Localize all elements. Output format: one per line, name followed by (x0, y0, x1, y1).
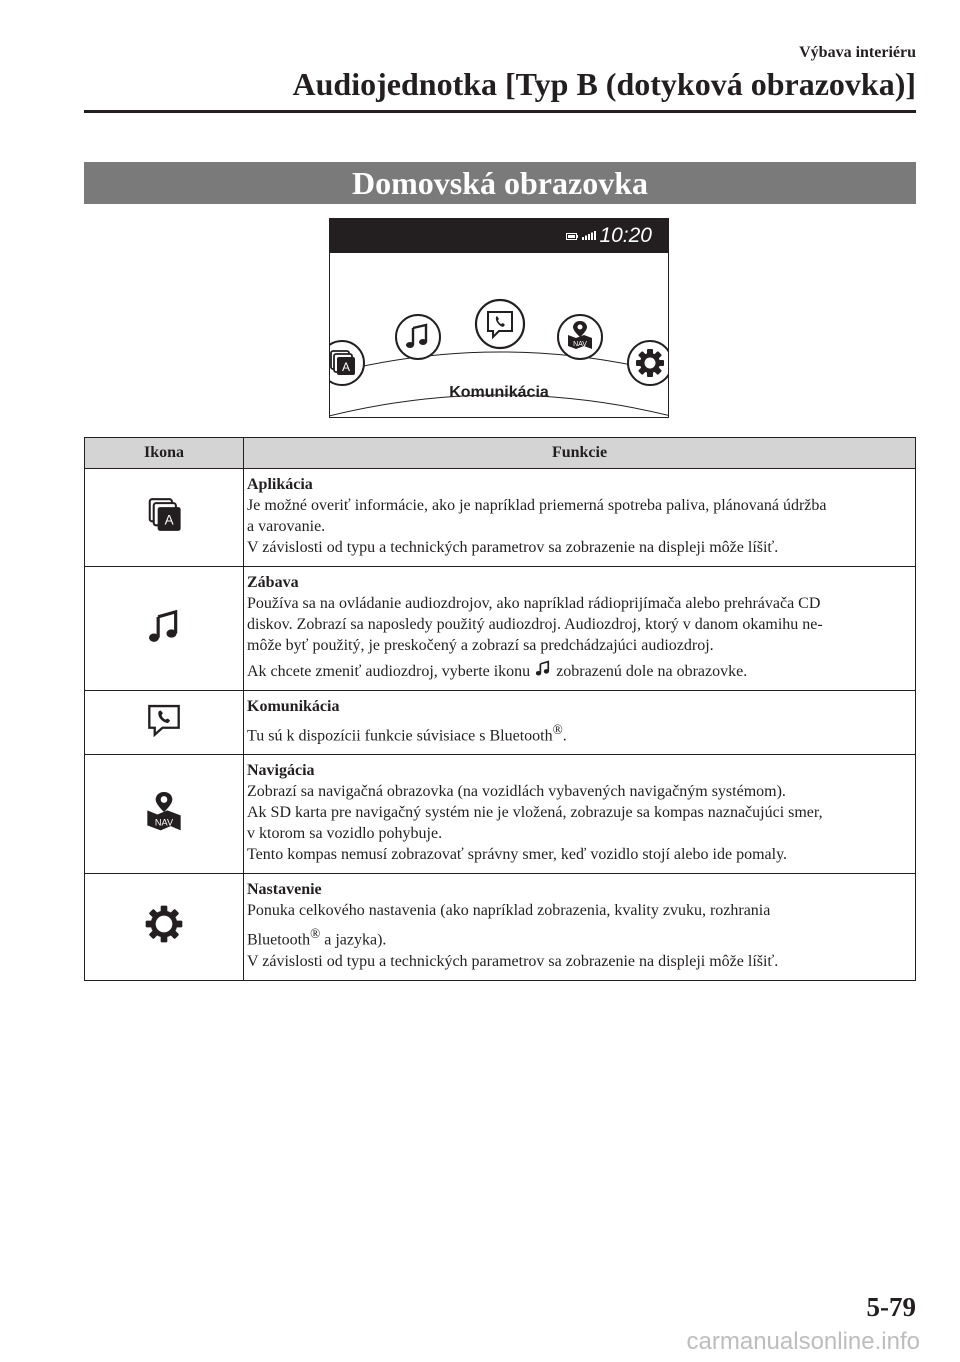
function-table (84, 437, 916, 981)
row-line: v ktorom sa vozidlo pohybuje. (247, 825, 443, 843)
function-cell (244, 567, 916, 691)
row-line: V závislosti od typu a technických parametrov sa zobrazenie na displeji môže líšiť. (247, 952, 779, 970)
section-banner: Domovská obrazovka (84, 162, 916, 204)
row-title: Aplikácia (247, 476, 313, 493)
row-line (247, 658, 911, 682)
row-line: Ponuka celkového nastavenia (ako napríklad zobrazenia, kvality zvuku, rozhrania (247, 902, 771, 920)
row-line-start: Tu sú k dispozícii funkcie súvisiace s Bluetooth (247, 727, 553, 745)
row-line-end: . (562, 727, 567, 745)
navigation-icon[interactable] (556, 313, 604, 361)
table-row (85, 691, 916, 755)
table-row (85, 567, 916, 691)
music-icon (534, 658, 552, 678)
table-row (85, 874, 916, 980)
apps-icon[interactable] (329, 339, 366, 387)
icon-cell (85, 755, 244, 874)
status-bar (330, 219, 668, 253)
row-line: Ak SD karta pre navigačný systém nie je vložená, zobrazuje sa kompas naznačujúci smer, (247, 804, 823, 822)
function-cell (244, 755, 916, 874)
row-line: a varovanie. (247, 518, 326, 535)
icon-cell (85, 691, 244, 755)
table-row (85, 469, 916, 567)
settings-icon (144, 904, 184, 944)
communication-icon (145, 703, 183, 737)
row-line: Zobrazí sa navigačná obrazovka (na vozidlách vybavených navigačným systémom). (247, 783, 786, 801)
row-line (247, 719, 911, 746)
row-line: V závislosti od typu a technických parametrov sa zobrazenie na displeji môže líšiť. (247, 539, 779, 556)
row-line-start: Ak chcete zmeniť audiozdroj, vyberte ikonu (247, 663, 531, 680)
icon-cell (85, 469, 244, 567)
selected-app-label: Komunikácia (449, 384, 549, 401)
settings-icon[interactable] (626, 339, 669, 387)
apps-icon (145, 496, 183, 534)
signal-icon (582, 230, 596, 240)
row-title: Navigácia (247, 762, 315, 780)
page-title: Audiojednotka [Typ B (dotyková obrazovka)] (292, 66, 916, 102)
registered-mark: ® (310, 926, 321, 942)
table-row (85, 755, 916, 874)
communication-icon[interactable] (474, 298, 526, 350)
row-line-end: a jazyka). (320, 931, 387, 949)
registered-mark: ® (552, 722, 563, 737)
row-title: Zábava (247, 574, 299, 591)
apps-badge: A (164, 512, 174, 528)
table-header-icon: Ikona (85, 438, 244, 469)
row-line-end: zobrazenú dole na obrazovke. (556, 663, 748, 680)
row-line: diskov. Zobrazí sa naposledy použitý audiozdroj. Audiozdroj, ktorý v danom okamihu ne- (247, 616, 823, 633)
music-icon (144, 606, 184, 646)
icon-cell (85, 567, 244, 691)
table-header-function: Funkcie (244, 438, 916, 469)
row-line: Používa sa na ovládanie audiozdrojov, ako napríklad rádioprijímača alebo prehrávača CD (247, 595, 821, 612)
clock: 10:20 (599, 224, 652, 247)
row-title: Nastavenie (247, 881, 322, 899)
section-kicker: Výbava interiéru (799, 44, 916, 61)
nav-badge: NAV (573, 341, 587, 348)
row-line: môže byť použitý, je preskočený a zobrazí sa predchádzajúci audiozdroj. (247, 637, 714, 654)
function-cell (244, 874, 916, 980)
title-rule (84, 110, 916, 113)
home-screen-illustration (329, 218, 669, 418)
page-number: 5-79 (866, 1292, 916, 1322)
function-cell (244, 691, 916, 755)
watermark: carmanualsonline.info (686, 1328, 920, 1355)
apps-badge: A (341, 360, 351, 374)
row-line: Tento kompas nemusí zobrazovať správny smer, keď vozidlo stojí alebo ide pomaly. (247, 846, 788, 864)
row-line: Je možné overiť informácie, ako je napríklad priemerná spotreba paliva, plánovaná údržba (247, 497, 827, 514)
row-line-start: Bluetooth (247, 931, 311, 949)
row-line (247, 923, 911, 950)
icon-cell (85, 874, 244, 980)
row-title: Komunikácia (247, 698, 340, 715)
battery-icon (566, 233, 578, 240)
nav-badge: NAV (154, 817, 174, 828)
music-icon[interactable] (394, 313, 442, 361)
navigation-icon (144, 790, 184, 834)
function-cell (244, 469, 916, 567)
